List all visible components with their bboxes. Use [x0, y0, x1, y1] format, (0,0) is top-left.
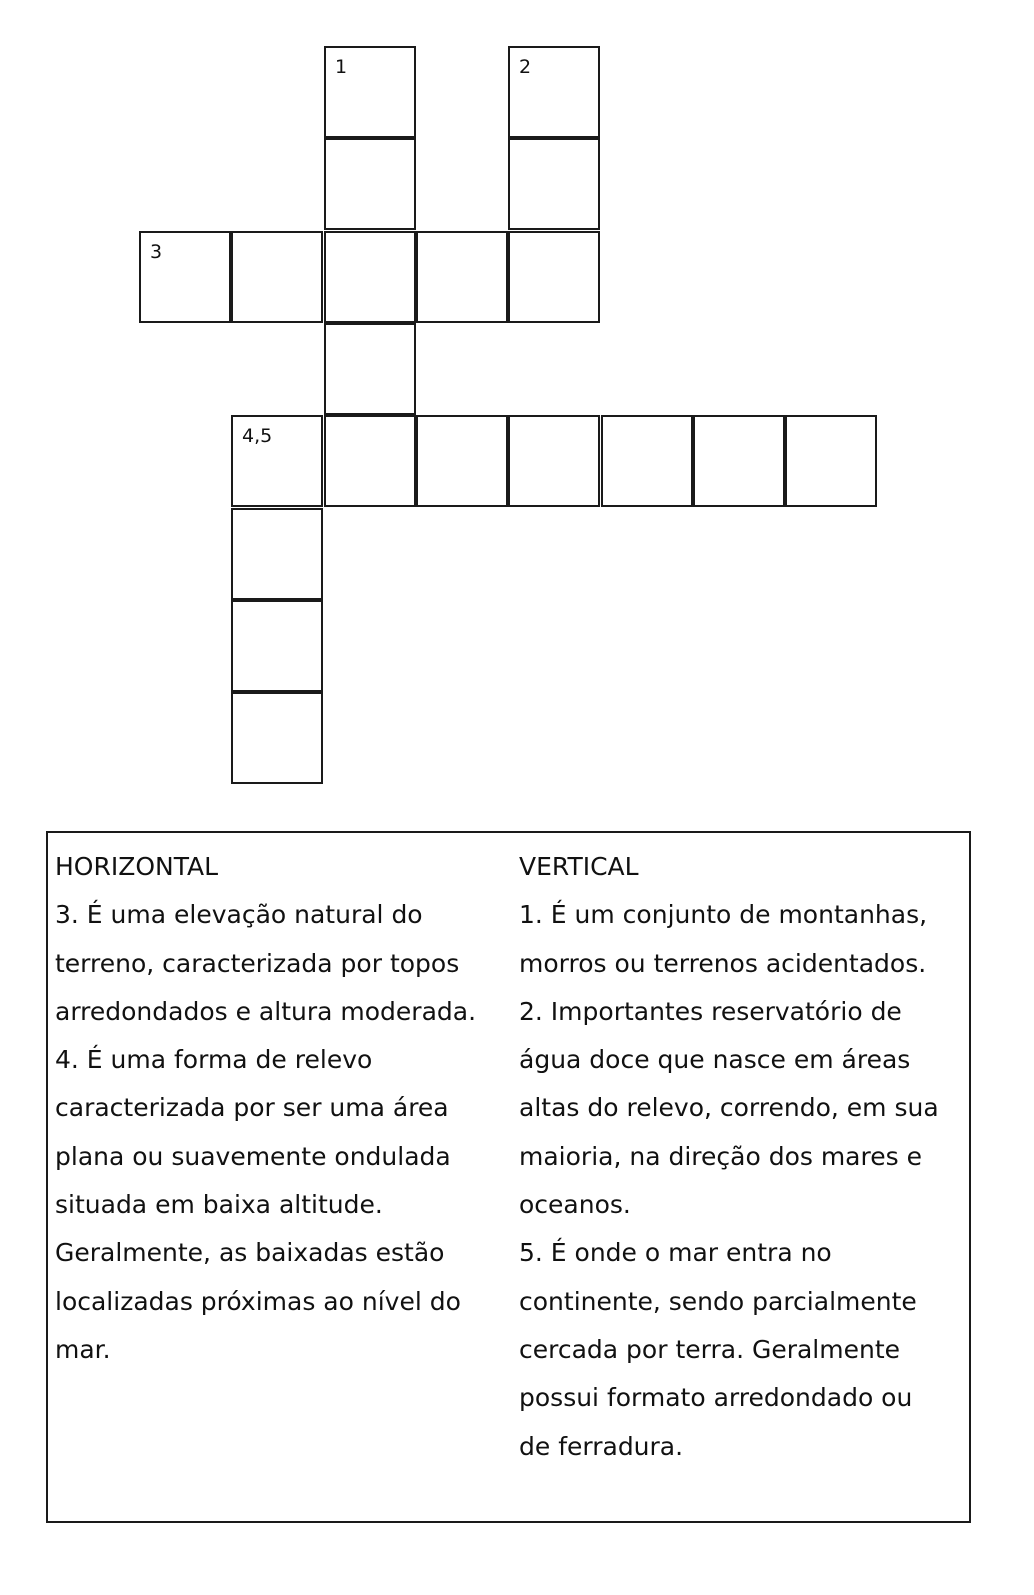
vertical-clue-line: continente, sendo parcialmente — [519, 1286, 917, 1316]
vertical-clue-line: altas do relevo, correndo, em sua — [519, 1093, 939, 1123]
vertical-heading: VERTICAL — [519, 852, 639, 881]
horizontal-heading: HORIZONTAL — [55, 852, 219, 881]
vertical-clue-line: 5. É onde o mar entra no — [519, 1238, 832, 1268]
crossword-cell[interactable] — [508, 231, 600, 323]
horizontal-clue-line: 4. É uma forma de relevo — [55, 1045, 373, 1075]
horizontal-clue-line: terreno, caracterizada por topos — [55, 948, 460, 978]
horizontal-clue-line: situada em baixa altitude. — [55, 1190, 383, 1220]
vertical-clue-line: oceanos. — [519, 1190, 631, 1220]
crossword-cell[interactable] — [231, 600, 323, 692]
crossword-cell[interactable] — [231, 692, 323, 784]
horizontal-clue-line: 3. É uma elevação natural do — [55, 900, 423, 930]
crossword-cell[interactable] — [416, 415, 508, 507]
crossword-cell[interactable] — [324, 415, 416, 507]
crossword-cell[interactable] — [231, 415, 323, 507]
crossword-cell[interactable] — [324, 46, 416, 138]
vertical-clue-line: possui formato arredondado ou — [519, 1383, 913, 1413]
crossword-cell[interactable] — [324, 138, 416, 230]
crossword-cell[interactable] — [785, 415, 877, 507]
crossword-cell[interactable] — [231, 231, 323, 323]
clue-number: 3 — [150, 241, 163, 263]
crossword-cell[interactable] — [508, 46, 600, 138]
clue-number: 4,5 — [242, 425, 273, 447]
crossword-cell[interactable] — [324, 231, 416, 323]
horizontal-clue-line: mar. — [55, 1334, 111, 1364]
crossword-cell[interactable] — [416, 231, 508, 323]
vertical-clue-lines — [519, 891, 969, 1471]
horizontal-clue-line: localizadas próximas ao nível do — [55, 1286, 461, 1316]
vertical-clue-line: de ferradura. — [519, 1431, 684, 1461]
vertical-clues — [519, 843, 969, 1471]
horizontal-clue-line: arredondados e altura moderada. — [55, 996, 477, 1026]
crossword-cell[interactable] — [693, 415, 785, 507]
crossword-cell[interactable] — [231, 508, 323, 600]
crossword-cell[interactable] — [508, 138, 600, 230]
clue-number: 1 — [335, 56, 348, 78]
horizontal-clue-lines — [55, 891, 510, 1374]
horizontal-clue-line: Geralmente, as baixadas estão — [55, 1238, 445, 1268]
vertical-clue-line: 1. É um conjunto de montanhas, — [519, 900, 928, 930]
vertical-clue-line: cercada por terra. Geralmente — [519, 1334, 901, 1364]
crossword-cell[interactable] — [508, 415, 600, 507]
crossword-cell[interactable] — [601, 415, 693, 507]
vertical-clue-line: maioria, na direção dos mares e — [519, 1141, 922, 1171]
horizontal-clues — [55, 843, 510, 1374]
vertical-clue-line: água doce que nasce em áreas — [519, 1045, 911, 1075]
crossword-cell[interactable] — [139, 231, 231, 323]
clues-box — [46, 831, 971, 1523]
horizontal-clue-line: caracterizada por ser uma área — [55, 1093, 449, 1123]
clue-number: 2 — [519, 56, 532, 78]
vertical-clue-line: morros ou terrenos acidentados. — [519, 948, 927, 978]
crossword-cell[interactable] — [324, 323, 416, 415]
horizontal-clue-line: plana ou suavemente ondulada — [55, 1141, 451, 1171]
vertical-clue-line: 2. Importantes reservatório de — [519, 996, 902, 1026]
